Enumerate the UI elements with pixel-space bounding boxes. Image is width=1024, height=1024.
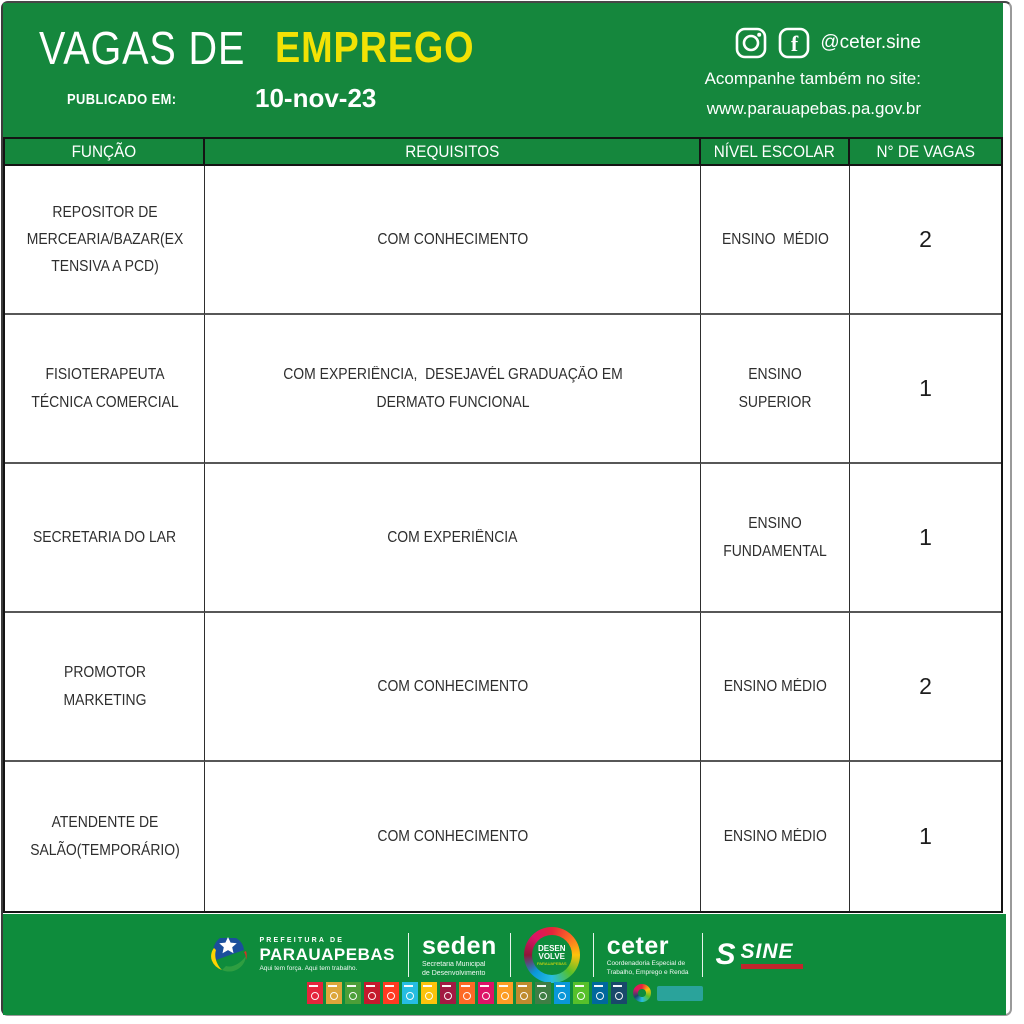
table-row-5-nivel: ENSINO MÉDIO: [701, 762, 850, 911]
page-title: VAGAS DE: [39, 22, 246, 74]
sdg-goal-14-icon: [554, 982, 570, 1004]
logo-divider: [593, 933, 594, 977]
table-row-5-requisitos: COM CONHECIMENTO: [205, 762, 701, 911]
sdg-goal-4-icon: [364, 982, 380, 1004]
table-row-1-requisitos: COM CONHECIMENTO: [205, 166, 701, 315]
sdg-goal-15-icon: [573, 982, 589, 1004]
sdg-goal-13-icon: [535, 982, 551, 1004]
website-link[interactable]: www.parauapebas.pa.gov.br: [706, 99, 921, 118]
follow-text: Acompanhe também no site:: [704, 69, 921, 88]
desenvolve-sub: PARAUAPEBAS: [537, 960, 567, 966]
page-title-highlight: EMPREGO: [275, 23, 475, 72]
column-header-nivel-escolar: NÍVEL ESCOLAR: [701, 139, 850, 166]
sdg-goal-2-icon: [326, 982, 342, 1004]
sine-s-icon: S: [715, 938, 736, 971]
ods-text-badge: [657, 986, 703, 1001]
table-row-4-vagas: 2: [850, 613, 1001, 762]
social-block: [705, 25, 921, 119]
sdg-icons-strip: [3, 982, 1006, 1004]
column-header-funcao: FUNÇÃO: [5, 139, 205, 166]
logo-divider: [702, 933, 703, 977]
table-row-3-nivel: ENSINO FUNDAMENTAL: [701, 464, 850, 613]
sdg-goal-1-icon: [307, 982, 323, 1004]
prefeitura-star-icon: [206, 930, 252, 981]
table-row-4-requisitos: COM CONHECIMENTO: [205, 613, 701, 762]
logos-row: [3, 927, 1006, 983]
sine-red-bar: [741, 964, 803, 969]
table-row-1-vagas: 2: [850, 166, 1001, 315]
table-row-3-funcao: SECRETARIA DO LAR: [5, 464, 205, 613]
table-row-1-funcao: REPOSITOR DE MERCEARIA/BAZAR(EXTENSIVA A PCD): [5, 166, 205, 315]
column-header-n-de-vagas: N° DE VAGAS: [850, 139, 1001, 166]
table-row-4-funcao: PROMOTOR MARKETING: [5, 613, 205, 762]
jobs-table: [3, 137, 1003, 913]
instagram-icon: [734, 26, 768, 60]
seden-logo: [421, 931, 497, 977]
table-row-2-vagas: 1: [850, 315, 1001, 464]
facebook-icon: [777, 26, 811, 60]
svg-text:f: f: [791, 31, 799, 56]
logo-divider: [408, 933, 409, 977]
table-row-2-nivel: ENSINO SUPERIOR: [701, 315, 850, 464]
sdg-goal-6-icon: [402, 982, 418, 1004]
table-row-3-vagas: 1: [850, 464, 1001, 613]
ceter-sub2: Trabalho, Emprego e Renda: [606, 968, 689, 976]
published-label: PUBLICADO EM:: [67, 91, 177, 108]
desenvolve-parauapebas-logo: [524, 927, 580, 983]
published-date: 10-nov-23: [255, 83, 377, 113]
sine-logo: [716, 940, 803, 970]
desenvolve-line2: VOLVE: [538, 951, 566, 961]
seden-name: seden: [421, 931, 497, 960]
prefeitura-name: PARAUAPEBAS: [259, 945, 395, 965]
header-banner: [3, 3, 1003, 137]
table-row-2-funcao: FISIOTERAPEUTA TÉCNICA COMERCIAL: [5, 315, 205, 464]
sdg-goal-9-icon: [459, 982, 475, 1004]
social-handle[interactable]: @ceter.sine: [820, 32, 921, 53]
prefeitura-parauapebas-logo: [206, 930, 395, 981]
prefeitura-tagline: Aqui tem força. Aqui tem trabalho.: [259, 965, 358, 973]
poster-content: [3, 3, 1003, 1013]
column-header-requisitos: REQUISITOS: [205, 139, 701, 166]
sdg-goal-8-icon: [440, 982, 456, 1004]
sdg-wheel-icon: [633, 984, 651, 1002]
sdg-goal-17-icon: [611, 982, 627, 1004]
prefeitura-label: PREFEITURA DE: [259, 937, 345, 945]
sdg-goal-5-icon: [383, 982, 399, 1004]
logo-divider: [510, 933, 511, 977]
sdg-goal-11-icon: [497, 982, 513, 1004]
table-row-1-nivel: ENSINO MÉDIO: [701, 166, 850, 315]
ceter-sub1: Coordenadoria Especial de: [606, 960, 686, 967]
sdg-goal-16-icon: [592, 982, 608, 1004]
ceter-name: ceter: [606, 932, 670, 960]
table-row-5-funcao: ATENDENTE DE SALÃO(TEMPORÁRIO): [5, 762, 205, 911]
sdg-goal-3-icon: [345, 982, 361, 1004]
table-row-2-requisitos: COM EXPERIÊNCIA, DESEJAVÉL GRADUAÇÃO EM DERMATO FUNCIONAL: [205, 315, 701, 464]
sdg-goal-7-icon: [421, 982, 437, 1004]
seden-sub2: de Desenvolvimento: [421, 969, 486, 977]
table-row-5-vagas: 1: [919, 823, 932, 850]
table-row-4-nivel: ENSINO MÉDIO: [701, 613, 850, 762]
sdg-goal-12-icon: [516, 982, 532, 1004]
footer-banner: [3, 914, 1006, 1015]
seden-sub1: Secretaria Municipal: [421, 960, 486, 968]
sine-name: SINE: [740, 940, 794, 963]
desenvolve-line1: DESEN: [537, 943, 566, 953]
table-row-3-requisitos: COM EXPERIÊNCIA: [205, 464, 701, 613]
sdg-goal-10-icon: [478, 982, 494, 1004]
ceter-logo: [607, 934, 689, 976]
